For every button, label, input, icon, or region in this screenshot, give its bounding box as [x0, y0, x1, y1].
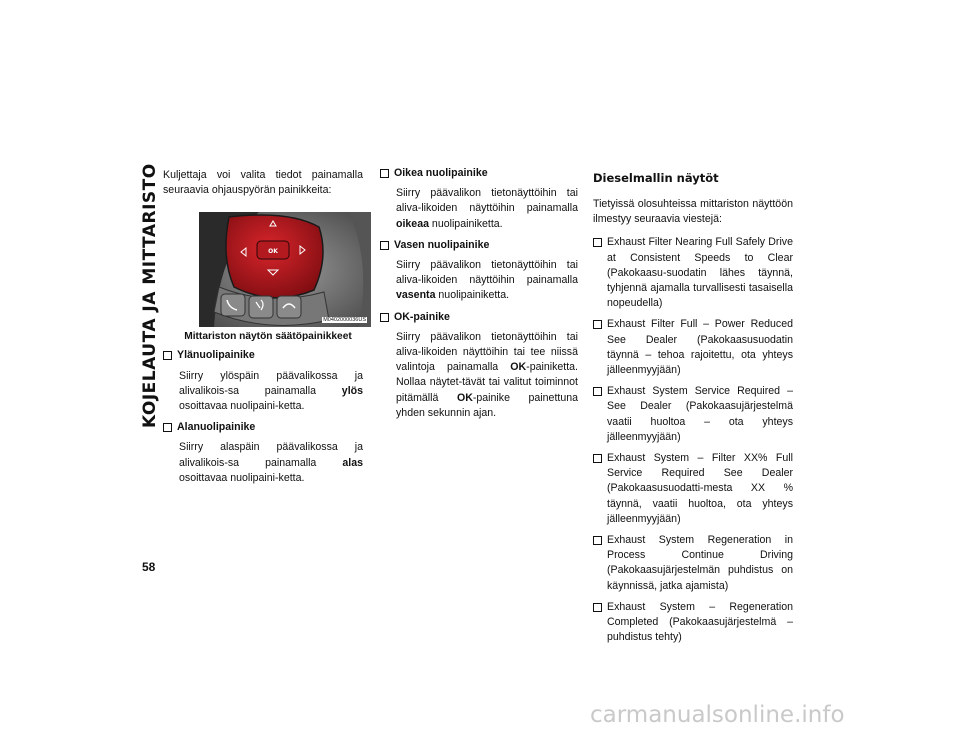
intro-paragraph: Kuljettaja voi valita tiedot painamalla seuraavia ohjauspyörän painikkeita:: [163, 169, 363, 197]
bullet-text: Exhaust System Service Required – See Dealer (Pakokaasujärjestelmä vaatii huoltoa – ota yhteys jälleenmyyjään): [607, 385, 793, 443]
checkbox-bullet-icon: [593, 238, 602, 247]
bullet-item: [593, 317, 793, 378]
figure-code: M0402000036US: [323, 317, 366, 324]
checkbox-bullet-icon: [380, 169, 389, 178]
checkbox-bullet-icon: [593, 454, 602, 463]
section-side-tab: KOJELAUTA JA MITTARISTO: [140, 163, 160, 428]
bullet-title: Vasen nuolipainike: [394, 238, 490, 251]
section-heading: Dieselmallin näytöt: [593, 171, 719, 185]
bullet-title: Alanuolipainike: [177, 421, 256, 434]
bullet-text: Exhaust System – Filter XX% Full Service Required See Dealer (Pakokaasusuodatti-mesta XX % täynnä, vaatii huoltoa, ota yhteys jälleenmyyjään): [607, 452, 793, 525]
bullet-text: Exhaust Filter Full – Power Reduced See Dealer (Pakokaasusuodatin täynnä – tehoa rajoitettu, ota yhteys jälleenmyyjään): [607, 318, 793, 377]
checkbox-bullet-icon: [380, 241, 389, 250]
checkbox-bullet-icon: [593, 387, 602, 396]
bullet-title: OK-painike: [394, 310, 450, 323]
bullet-item: [380, 310, 578, 325]
bullet-item: [163, 420, 363, 435]
watermark: carmanualsonline.info: [590, 702, 845, 728]
bullet-text: Exhaust System Regeneration in Process Continue Driving (Pakokaasujärjestelmän puhdistus on käynnissä, jatka ajamista): [607, 534, 793, 592]
checkbox-bullet-icon: [593, 536, 602, 545]
bullet-item: [593, 533, 793, 594]
steering-wheel-controls-image: [199, 212, 371, 327]
steering-wheel-controls-figure: [199, 212, 371, 327]
page-number: 58: [142, 560, 156, 574]
bullet-text: Exhaust Filter Nearing Full Safely Drive at Consistent Speeds to Clear (Pakokaasu-suodatin lähes täynnä, tyhjennä ajamalla turvallisesti tasaisella nopeudella): [607, 236, 793, 310]
bullet-item: [593, 235, 793, 311]
bullet-description: Siirry päävalikon tietonäyttöihin tai aliva-likoiden näyttöihin painamalla vasenta nuolipainiketta.: [396, 259, 578, 302]
column-2: [380, 166, 578, 421]
bullet-title: Ylänuolipainike: [177, 349, 255, 362]
bullet-item: [593, 600, 793, 646]
bullet-description: Siirry päävalikon tietonäyttöihin tai aliva-likoiden näyttöihin tai tee niissä valintoja painamalla OK-painiketta. Nollaa näytet-tävät tai valitut toiminnot pitämällä OK-painike painettuna yhden sekunnin ajan.: [396, 330, 579, 419]
checkbox-bullet-icon: [163, 423, 172, 432]
intro-paragraph: Tietyissä olosuhteissa mittariston näyttöön ilmestyy seuraavia viestejä:: [593, 198, 793, 226]
bullet-title: Oikea nuolipainike: [394, 167, 488, 179]
bullet-text: Exhaust System – Regeneration Completed (Pakokaasujärjestelmä – puhdistus tehty): [607, 600, 793, 644]
bullet-description: Siirry ylöspäin päävalikossa ja alivalikois-sa painamalla ylös osoittavaa nuolipaini-ketta.: [179, 369, 363, 413]
checkbox-bullet-icon: [593, 320, 602, 329]
checkbox-bullet-icon: [163, 351, 172, 360]
figure-caption: Mittariston näytön säätöpainikkeet: [184, 331, 352, 343]
bullet-item: [163, 348, 363, 363]
bullet-description: Siirry päävalikon tietonäyttöihin tai aliva-likoiden näyttöihin painamalla oikeaa nuolipainiketta.: [396, 187, 578, 230]
bullet-item: [380, 238, 578, 253]
checkbox-bullet-icon: [593, 603, 602, 612]
column-1: [163, 168, 366, 486]
bullet-item: [380, 166, 578, 181]
bullet-item: [593, 384, 793, 445]
column-3: [593, 168, 793, 645]
ok-button-label: OK: [268, 248, 278, 256]
checkbox-bullet-icon: [380, 313, 389, 322]
bullet-item: [593, 451, 793, 527]
bullet-description: Siirry alaspäin päävalikossa ja alivalikois-sa painamalla alas osoittavaa nuolipaini-ketta.: [179, 441, 363, 484]
